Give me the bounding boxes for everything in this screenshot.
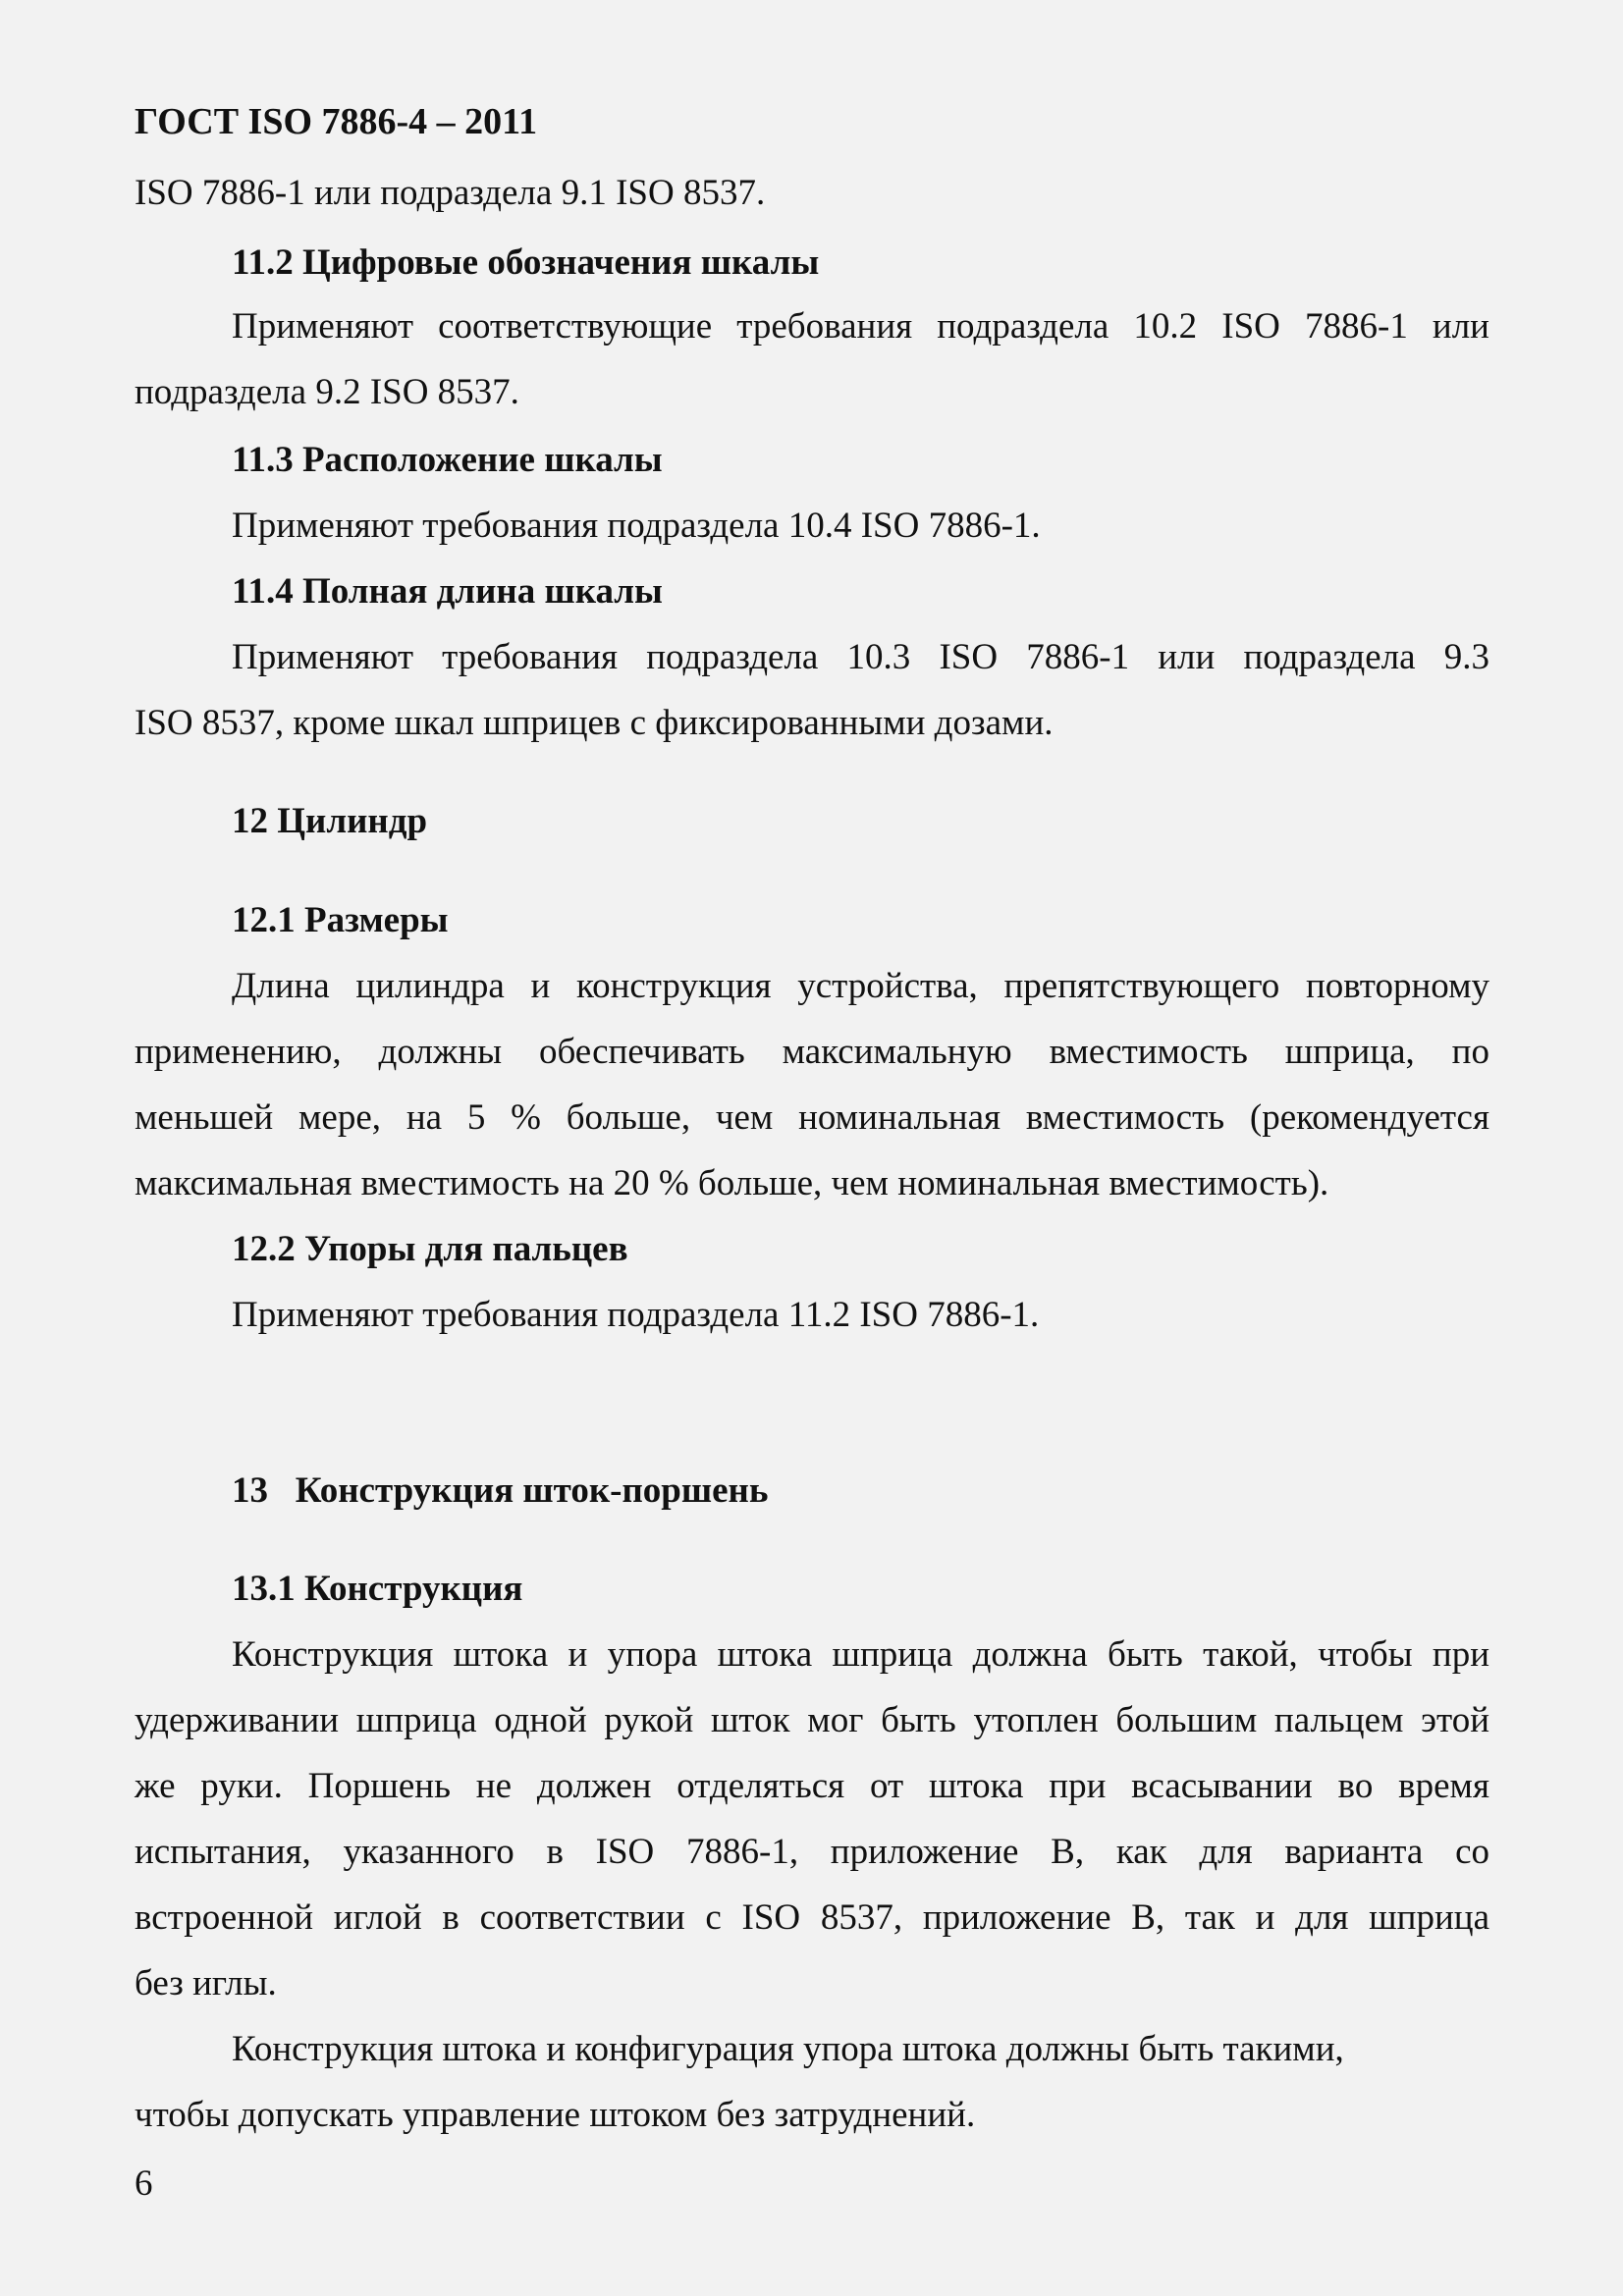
section-11-4-text-line: ISO 8537, кроме шкал шприцев с фиксированными дозами.: [135, 703, 1054, 743]
section-12-1-text-line: максимальная вместимость на 20 % больше, чем номинальная вместимость).: [135, 1163, 1329, 1203]
section-13-1-text-line: Конструкция штока и упора штока шприца должна быть такой, чтобы при: [232, 1634, 1489, 1675]
section-13-1-text-line: же руки. Поршень не должен отделяться от штока при всасывании во время: [135, 1766, 1489, 1806]
section-11-4-heading: 11.4 Полная длина шкалы: [232, 571, 663, 612]
section-12-1-text-line: Длина цилиндра и конструкция устройства, препятствующего повторному: [232, 966, 1489, 1006]
section-12-1-text-line: меньшей мере, на 5 % больше, чем номинальная вместимость (рекомендуется: [135, 1097, 1489, 1138]
section-13-1-text-line: Конструкция штока и конфигурация упора штока должны быть такими,: [232, 2029, 1344, 2069]
section-13-1-text-line: встроенной иглой в соответствии с ISO 8537, приложение В, так и для шприца: [135, 1897, 1489, 1938]
page-number: 6: [135, 2163, 153, 2204]
section-11-2-text-line: подраздела 9.2 ISO 8537.: [135, 372, 519, 412]
section-12-2-heading: 12.2 Упоры для пальцев: [232, 1229, 628, 1269]
section-12-heading: 12 Цилиндр: [232, 801, 428, 841]
section-13-heading: 13 Конструкция шток-поршень: [232, 1470, 769, 1511]
section-12-1-heading: 12.1 Размеры: [232, 900, 449, 940]
section-12-2-text-line: Применяют требования подраздела 11.2 ISO 7886-1.: [232, 1295, 1040, 1335]
section-13-1-text-line: чтобы допускать управление штоком без затруднений.: [135, 2095, 976, 2135]
section-13-1-text-line: удерживании шприца одной рукой шток мог быть утоплен большим пальцем этой: [135, 1700, 1489, 1740]
section-13-1-heading: 13.1 Конструкция: [232, 1569, 523, 1609]
section-11-2-text-line: Применяют соответствующие требования подраздела 10.2 ISO 7886-1 или: [232, 306, 1489, 347]
section-13-1-text-line: без иглы.: [135, 1963, 277, 2003]
document-code-header: ГОСТ ISO 7886-4 – 2011: [135, 101, 538, 142]
section-11-3-heading: 11.3 Расположение шкалы: [232, 440, 663, 480]
section-13-1-text-line: испытания, указанного в ISO 7886-1, приложение В, как для варианта со: [135, 1832, 1489, 1872]
continuation-line: ISO 7886-1 или подраздела 9.1 ISO 8537.: [135, 173, 766, 213]
section-11-2-heading: 11.2 Цифровые обозначения шкалы: [232, 242, 820, 283]
section-12-1-text-line: применению, должны обеспечивать максимальную вместимость шприца, по: [135, 1032, 1489, 1072]
section-11-3-text-line: Применяют требования подраздела 10.4 ISO 7886-1.: [232, 506, 1041, 546]
section-11-4-text-line: Применяют требования подраздела 10.3 ISO 7886-1 или подраздела 9.3: [232, 637, 1489, 677]
